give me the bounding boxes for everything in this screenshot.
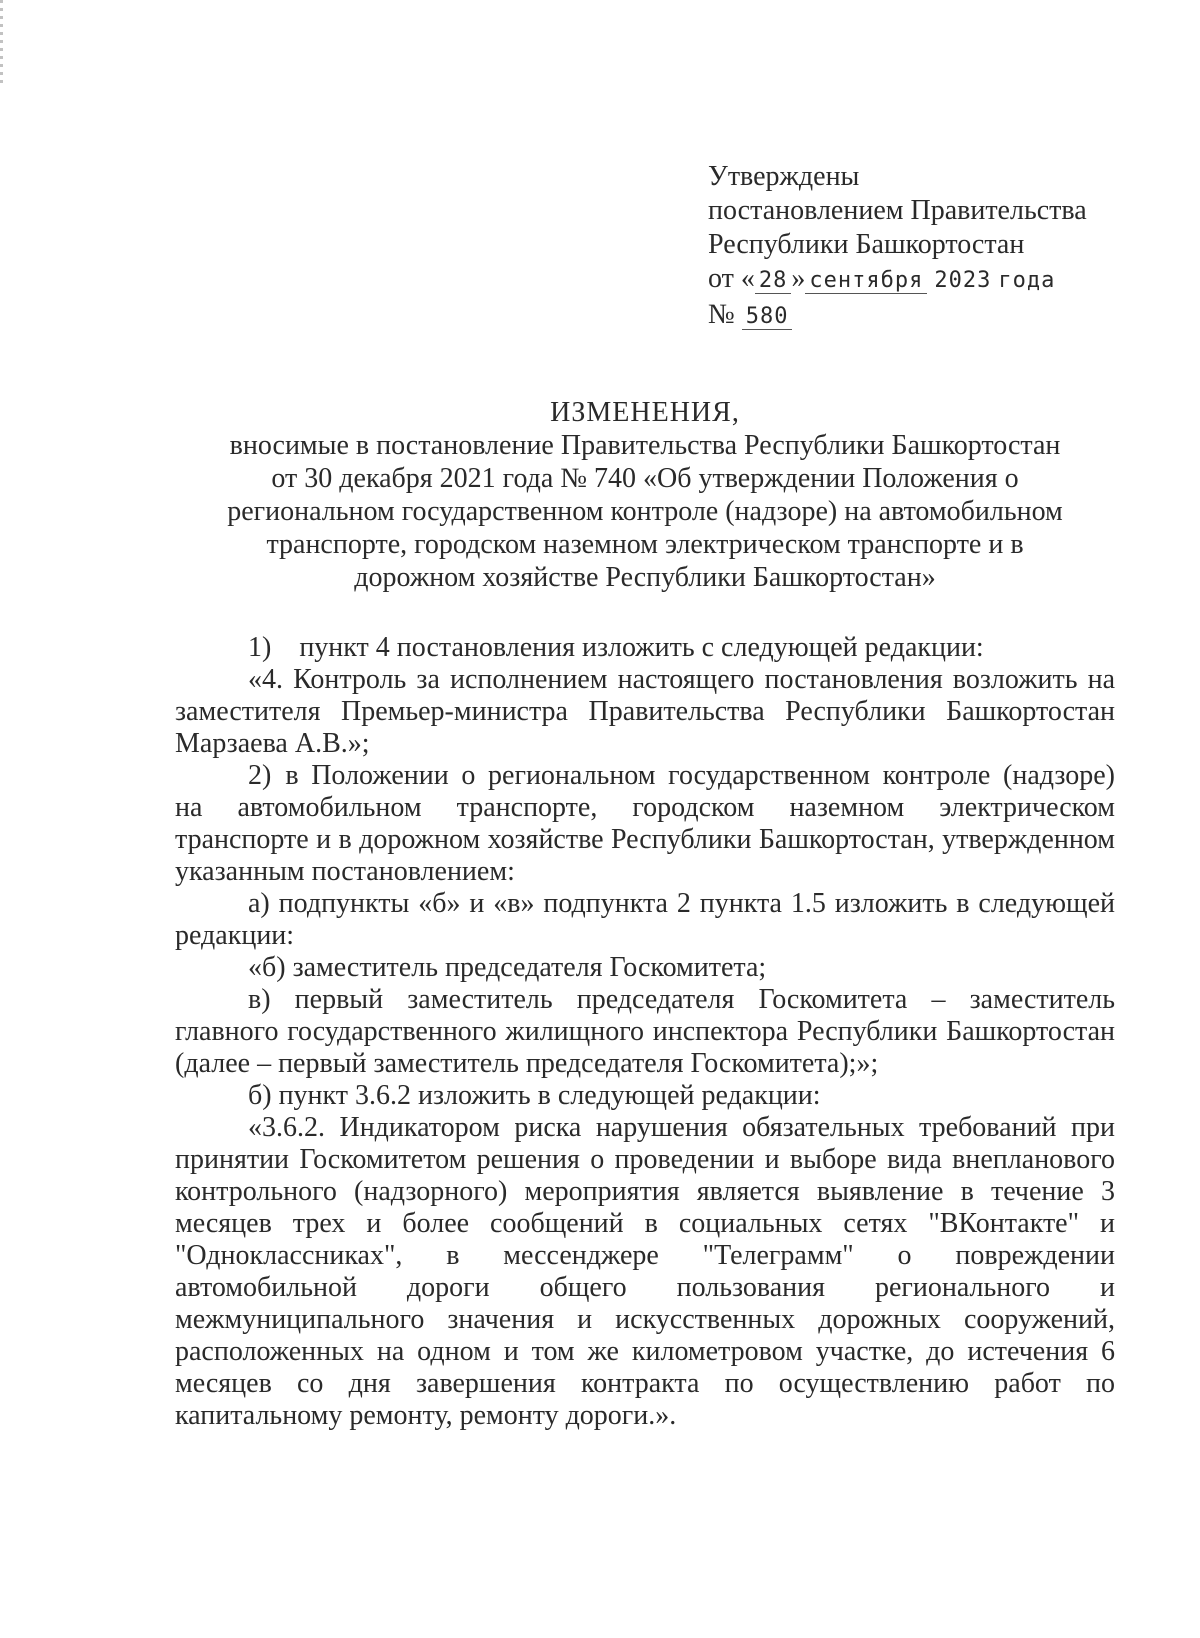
date-prefix: от « [708, 263, 755, 294]
title-line-2: от 30 декабря 2021 года № 740 «Об утверждении Положения о [271, 463, 1019, 494]
date-year-word: года [998, 268, 1056, 293]
document-heading: ИЗМЕНЕНИЯ, [550, 397, 740, 428]
approval-date-line [708, 262, 1148, 298]
paragraph-quote-v: в) первый заместитель председателя Госкомитета – заместитель главного государственного жилищного инспектора Республики Башкортостан (далее – первый заместитель председателя Госкомитета);»; [175, 984, 1115, 1079]
approval-line-2: постановлением Правительства [708, 195, 1087, 226]
paragraph-point-4: «4. Контроль за исполнением настоящего постановления возложить на заместителя Премьер-министра Правительства Республики Башкортостан Марзаева А.В.»; [175, 664, 1115, 759]
paragraph-item-2: 2) в Положении о региональном государственном контроле (надзоре) на автомобильном транспорте, городском наземном электрическом транспорте и в дорожном хозяйстве Республики Башкортостан, утвержденном указанным постановлением: [175, 760, 1115, 887]
scan-edge-mark [0, 0, 3, 85]
title-line-3: региональном государственном контроле (надзоре) на автомобильном [227, 496, 1063, 527]
date-day: 28 [755, 269, 792, 294]
paragraph-point-3-6-2: «3.6.2. Индикатором риска нарушения обязательных требований при принятии Госкомитетом решения о проведении и выборе вида внепланового контрольного (надзорного) мероприятия является выявление в течение 3 месяцев трех и более сообщений в социальных сетях "ВКонтакте" и "Одноклассниках", в мессенджере "Телеграмм" о повреждении автомобильной дороги общего пользования регионального и межмуниципального значения и искусственных дорожных сооружений, расположенных на одном и том же километровом участке, до истечения 6 месяцев со дня завершения контракта по осуществлению работ по капитальному ремонту, ремонту дороги.». [175, 1112, 1115, 1431]
date-month: сентября [805, 269, 927, 294]
date-mid: » [791, 263, 806, 294]
paragraph-item-1: 1) пункт 4 постановления изложить с следующей редакции: [248, 632, 984, 663]
title-line-1: вносимые в постановление Правительства Республики Башкортостан [229, 430, 1061, 461]
approval-number-line [708, 298, 1148, 332]
approval-stamp-block [708, 160, 1148, 332]
title-line-4: транспорте, городском наземном электрическом транспорте и в [266, 529, 1024, 560]
document-title-block [170, 396, 1120, 594]
document-body [175, 632, 1115, 1432]
approval-line-1: Утверждены [708, 161, 860, 192]
title-line-5: дорожном хозяйстве Республики Башкортостан» [354, 562, 936, 593]
number-prefix: № [708, 299, 735, 330]
paragraph-subitem-a: а) подпункты «б» и «в» подпункта 2 пункта 1.5 изложить в следующей редакции: [175, 888, 1115, 951]
document-number: 580 [742, 305, 793, 330]
date-year: 2023 [934, 268, 992, 293]
approval-line-3: Республики Башкортостан [708, 229, 1025, 260]
paragraph-quote-b: «б) заместитель председателя Госкомитета; [248, 952, 767, 983]
paragraph-subitem-b: б) пункт 3.6.2 изложить в следующей редакции: [248, 1080, 821, 1111]
